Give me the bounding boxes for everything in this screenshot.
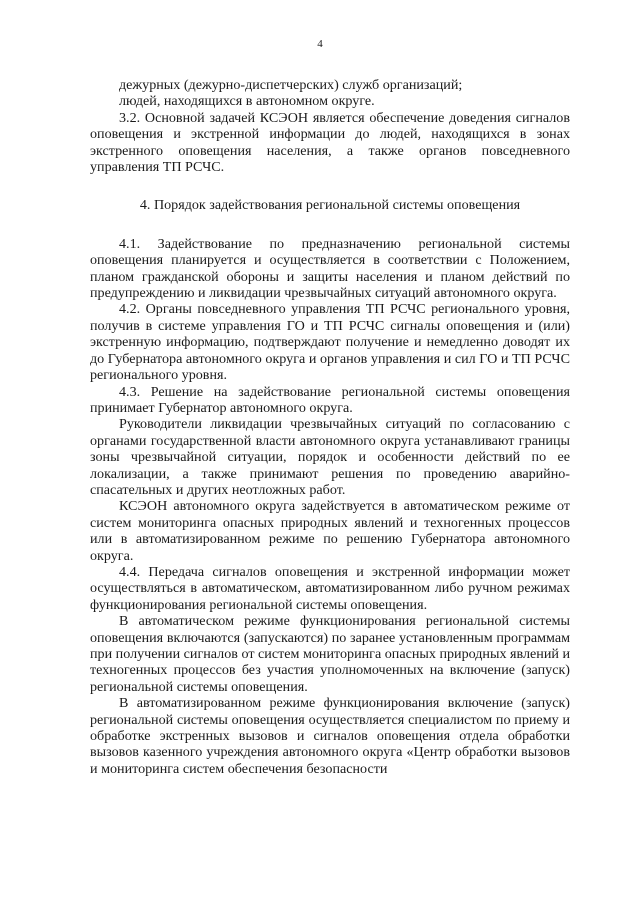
- paragraph-4-3: 4.3. Решение на задействование региональной системы оповещения принимает Губернатор автономного округа.: [90, 383, 570, 416]
- document-body: [90, 77, 570, 777]
- paragraph-duty-services: дежурных (дежурно-диспетчерских) служб организаций;: [119, 77, 463, 93]
- paragraph-4-2: 4.2. Органы повседневного управления ТП РСЧС регионального уровня, получив в системе управления ГО и ТП РСЧС сигналы оповещения и (или) экстренную информацию, подтверждают получение и немедленно доводят их до Губернатора автономного округа и органов управления и сил ГО и ТП РСЧС регионального уровня.: [90, 301, 570, 384]
- page-number: 4: [317, 38, 323, 50]
- paragraph-4-1: 4.1. Задействование по предназначению региональной системы оповещения планируется и осуществляется в соответствии с Положением, планом гражданской обороны и защиты населения и планом действий по предупреждению и ликвидации чрезвычайных ситуаций автономного округа.: [90, 235, 570, 302]
- paragraph-3-2: 3.2. Основной задачей КСЭОН является обеспечение доведения сигналов оповещения и экстренной информации до людей, находящихся в зонах экстренного оповещения населения, а также органов повседневного управления ТП РСЧС.: [90, 109, 570, 176]
- paragraph-4-4: 4.4. Передача сигналов оповещения и экстренной информации может осуществляться в автоматическом, автоматизированном либо ручном режимах функционирования региональной системы оповещения.: [90, 563, 570, 613]
- paragraph-emergency-leaders: Руководители ликвидации чрезвычайных ситуаций по согласованию с органами государственной власти автономного округа устанавливают границы зоны чрезвычайной ситуации, порядок и особенности действий по ее локализации, а также принимают решения по проведению аварийно-спасательных и других неотложных работ.: [90, 416, 570, 498]
- paragraph-kseon-activation: КСЭОН автономного округа задействуется в автоматическом режиме от систем мониторинга опасных природных явлений и техногенных процессов или в автоматизированном режиме по решению Губернатора автономного округа.: [90, 498, 570, 564]
- section-heading: 4. Порядок задействования региональной системы оповещения: [139, 197, 521, 214]
- paragraph-automated-mode: В автоматизированном режиме функционирования включение (запуск) региональной системы оповещения осуществляется специалистом по приему и обработке экстренных вызовов и сигналов оповещения отдела обработки вызовов казенного учреждения автономного округа «Центр обработки вызовов и мониторинга систем обеспечения безопасности: [90, 695, 570, 777]
- paragraph-automatic-mode: В автоматическом режиме функционирования региональной системы оповещения включаются (запускаются) по заранее установленным программам при получении сигналов от систем мониторинга опасных природных явлений и техногенных процессов без участия уполномоченных на включение (запуск) региональной системы оповещения.: [90, 613, 570, 695]
- paragraph-people-in-district: людей, находящихся в автономном округе.: [119, 93, 375, 110]
